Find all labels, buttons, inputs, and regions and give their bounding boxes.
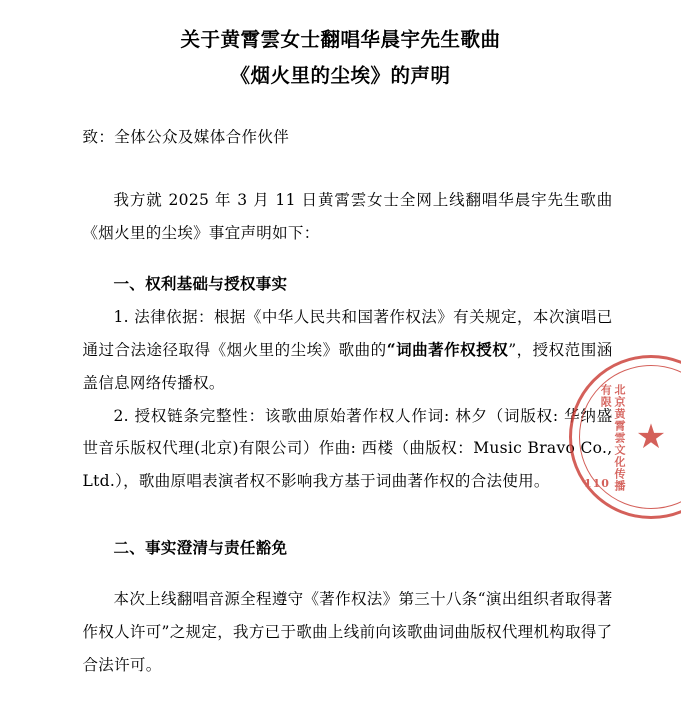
addressee-line: 致：全体公众及媒体合作伙伴 — [82, 128, 290, 147]
section-heading-2: 二、事实澄清与责任豁免 — [113, 538, 288, 558]
seal-star-icon: ★ — [635, 417, 667, 457]
section-1-item-1 — [83, 301, 613, 400]
seal-text: 北京黄霄雲文化传播有限 — [599, 384, 626, 492]
item-1-quote-open: “ — [386, 339, 396, 359]
seal-number: 110 — [584, 477, 610, 490]
document-body — [61, 124, 621, 682]
item-1-text-bold: 词曲著作权授权 — [395, 339, 509, 359]
document-title — [0, 0, 681, 94]
item-1-text-after: ”，授权范围涵盖信息网络传播权。 — [82, 340, 613, 392]
title-line-1: 关于黄霄雲女士翻唱华晨宇先生歌曲 — [180, 28, 501, 51]
section-1-item-2: 2. 授权链条完整性：该歌曲原始著作权人作词: 林夕（词版权: 华纳盛世音乐版权代理(北京)有限公司）作曲: 西楼（曲版权：Music Bravo Co., Ltd.），歌曲原唱表演者权不影响我方基于词曲著作权的合法使用。 — [82, 406, 613, 491]
section-heading-1: 一、权利基础与授权事实 — [113, 274, 288, 294]
item-1-text-before: 1. 法律依据：根据《中华人民共和国著作权法》有关规定，本次演唱已通过合法途径取得《烟火里的尘埃》歌曲的 — [82, 308, 613, 359]
intro-paragraph: 我方就 2025 年 3 月 11 日黄霄雲女士全网上线翻唱华晨宇先生歌曲《烟火里的尘埃》事宜声明如下： — [82, 191, 613, 243]
section-2-item-1: 本次上线翻唱音源全程遵守《著作权法》第三十八条“演出组织者取得著作权人许可”之规定，我方已于歌曲上线前向该歌曲词曲版权代理机构取得了合法许可。 — [82, 590, 613, 674]
title-line-2: 《烟火里的尘埃》的声明 — [230, 64, 451, 88]
